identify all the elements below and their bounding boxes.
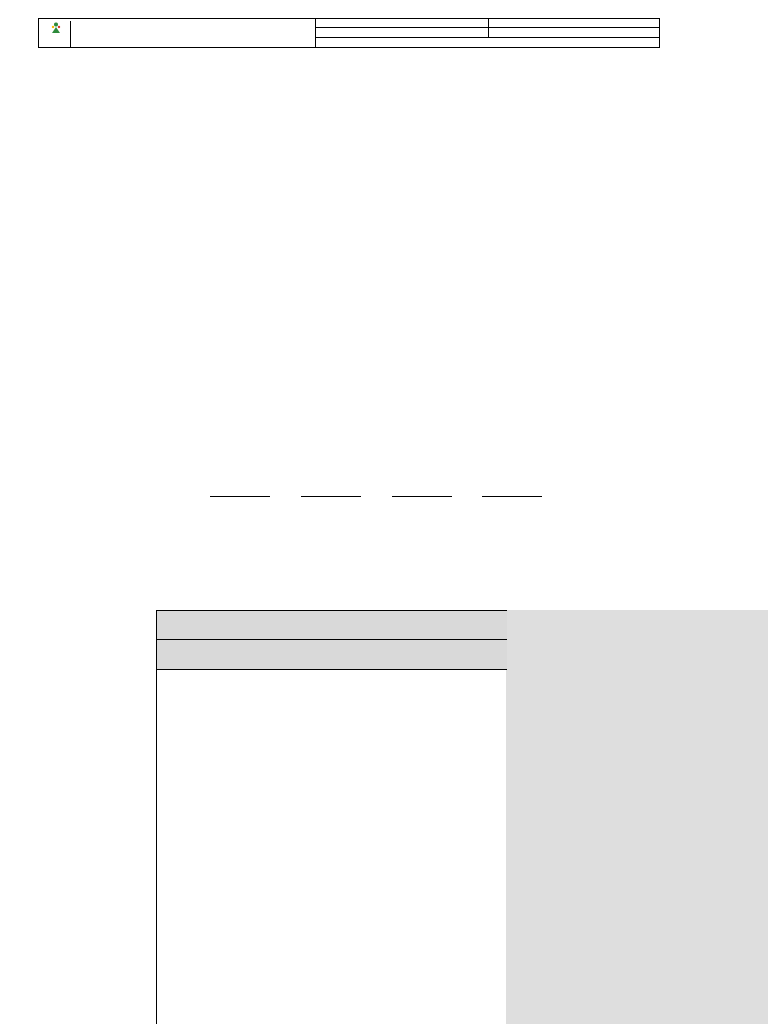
form-date [488, 19, 660, 28]
capture-form-sheet [38, 18, 660, 538]
item-header [157, 640, 507, 670]
logo [41, 21, 71, 47]
signature-1 [210, 496, 270, 497]
bienestar-logo-icon [51, 22, 61, 34]
signature-3 [392, 496, 452, 497]
form-page [488, 28, 660, 37]
instructivo-column [156, 610, 507, 1024]
signature-2 [301, 496, 361, 497]
instructivo-title [157, 610, 507, 640]
grey-panel [506, 610, 768, 1024]
header-info [315, 19, 659, 47]
signature-4 [482, 496, 542, 497]
instructivo-table [156, 610, 768, 1024]
form-header [38, 18, 660, 48]
signature-block [198, 495, 658, 498]
